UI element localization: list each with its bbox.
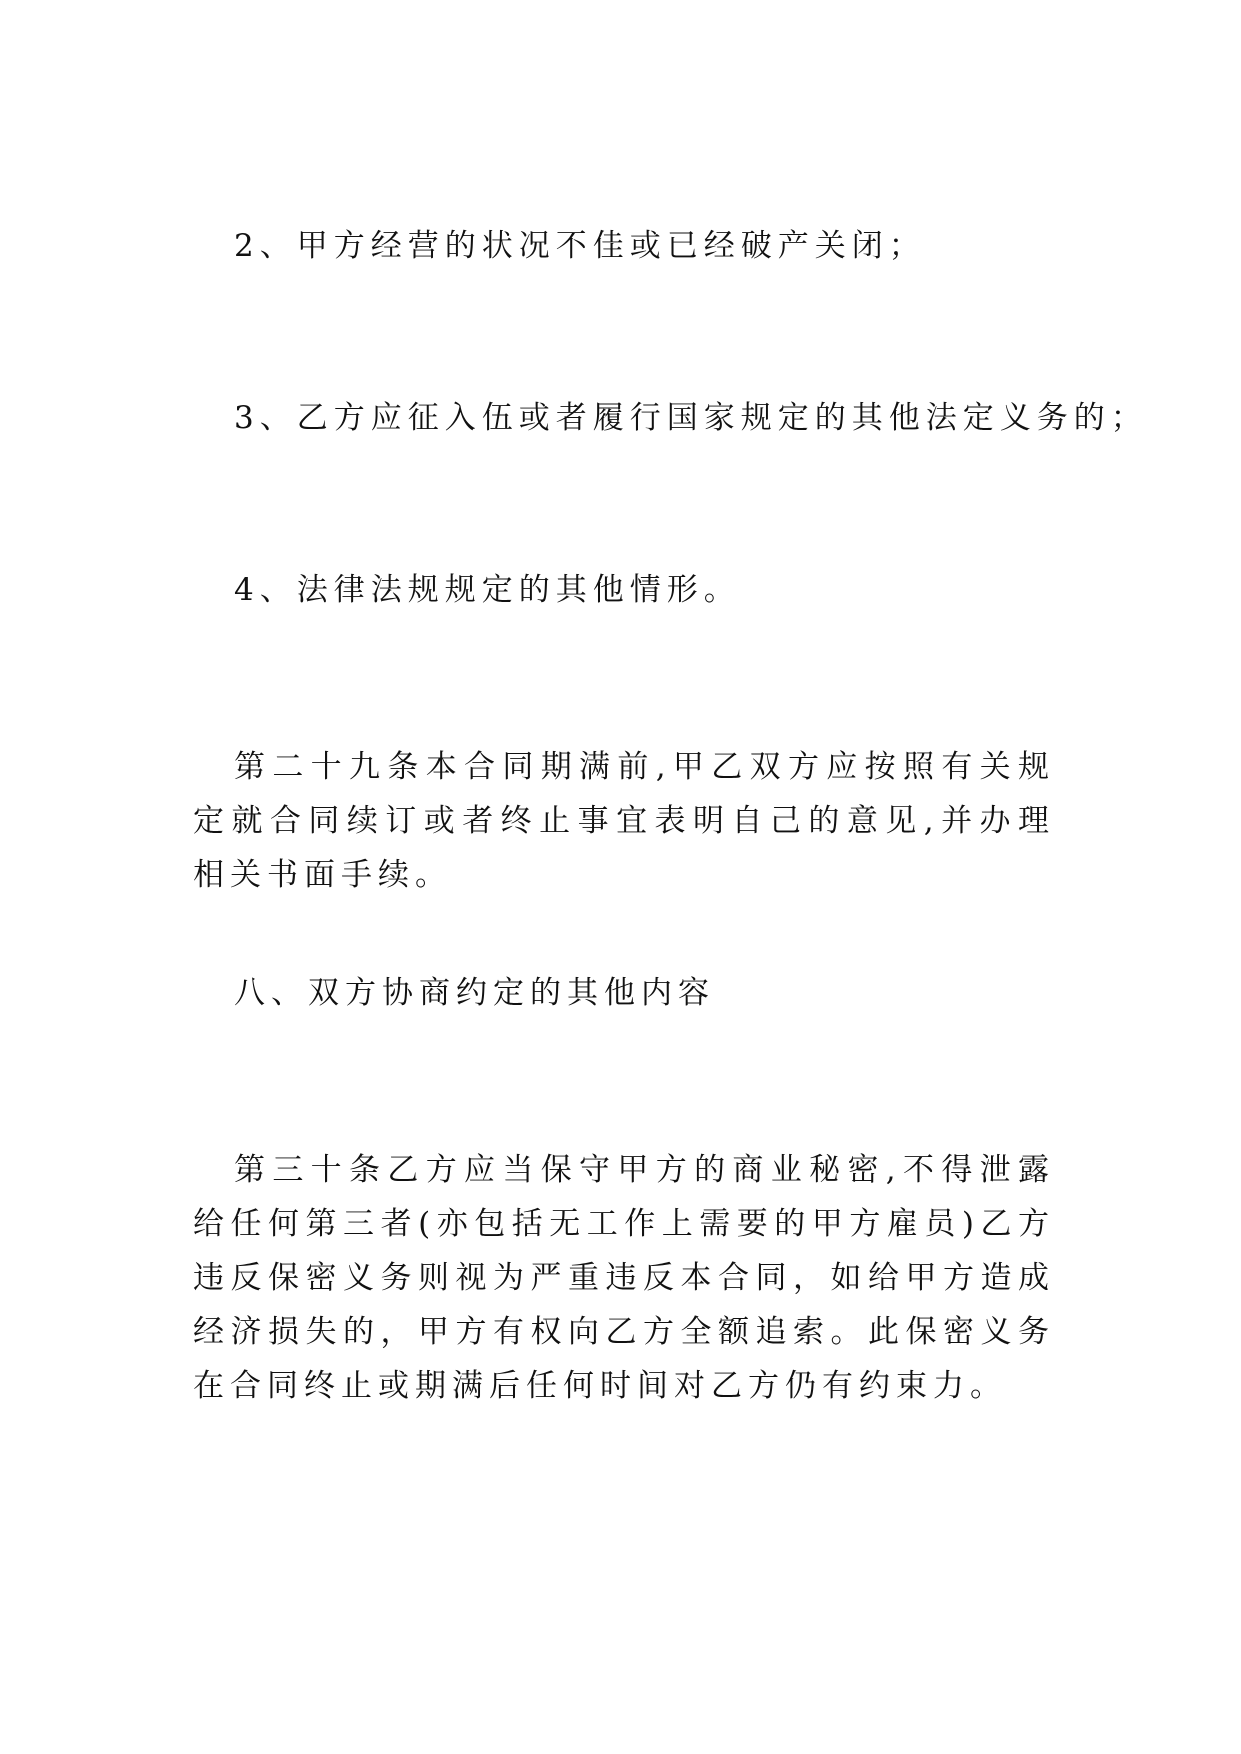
paragraph-item-2: 2、甲方经营的状况不佳或已经破产关闭； [234, 228, 926, 264]
paragraph-article-29: 第二十九条本合同期满前,甲乙双方应按照有关规定就合同续订或者终止事宜表明自己的意见,并办理相关书面手续。 [193, 749, 1055, 893]
paragraph-item-4: 4、法律法规规定的其他情形。 [234, 572, 741, 608]
paragraph-item-3: 3、乙方应征入伍或者履行国家规定的其他法定义务的； [234, 400, 1148, 436]
section-heading-8: 八、双方协商约定的其他内容 [234, 975, 715, 1011]
paragraph-article-30: 第三十条乙方应当保守甲方的商业秘密,不得泄露给任何第三者(亦包括无工作上需要的甲方雇员)乙方违反保密义务则视为严重违反本合同，如给甲方造成经济损失的，甲方有权向乙方全额追索。此保密义务在合同终止或期满后任何时间对乙方仍有约束力。 [193, 1152, 1055, 1404]
